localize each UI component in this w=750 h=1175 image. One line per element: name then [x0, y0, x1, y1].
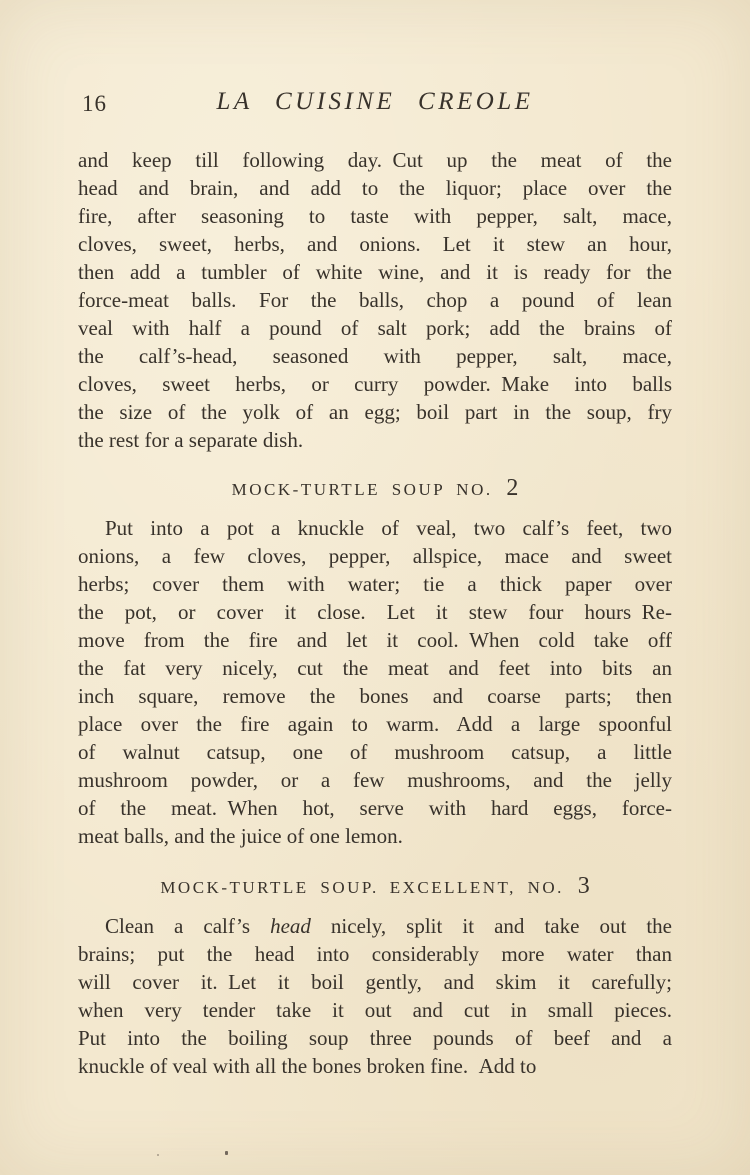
heading-label: MOCK-TURTLE SOUP NO. — [231, 480, 493, 499]
text-line: the rest for a separate dish. — [78, 428, 304, 452]
text-line: fire, after seasoning to taste with pepper, salt, mace, — [78, 204, 672, 228]
text-line: cloves, sweet, herbs, and onions. Let it stew an hour, — [78, 232, 672, 256]
text-line: of the meat. When hot, serve with hard eggs, force- — [78, 796, 672, 820]
text-line: then add a tumbler of white wine, and it is ready for the — [78, 260, 672, 284]
paragraph-recipe-no3 — [78, 912, 672, 1080]
text-line: the fat very nicely, cut the meat and feet into bits an — [78, 656, 672, 680]
text-line: will cover it. Let it boil gently, and skim it carefully; — [78, 970, 672, 994]
text-line: veal with half a pound of salt pork; add the brains of — [78, 316, 672, 340]
book-title: LA CUISINE CREOLE — [216, 88, 534, 115]
text-line: inch square, remove the bones and coarse parts; then — [78, 684, 672, 708]
text-line: and keep till following day. Cut up the meat of the — [78, 148, 672, 172]
heading-number: 2 — [506, 475, 519, 501]
text-line: move from the fire and let it cool. When cold take off — [78, 628, 672, 652]
text-line: meat balls, and the juice of one lemon. — [78, 824, 403, 848]
text-line: mushroom powder, or a few mushrooms, and the jelly — [78, 768, 672, 792]
text-segment: Clean a calf’s — [105, 914, 271, 938]
ink-speck — [225, 1151, 228, 1155]
text-line: place over the fire again to warm. Add a large spoonful — [78, 712, 672, 736]
heading-number: 3 — [577, 873, 590, 899]
text-line: the size of the yolk of an egg; boil part in the soup, fry — [78, 400, 672, 424]
recipe-heading-mock-turtle-no3 — [78, 872, 672, 902]
text-line: onions, a few cloves, pepper, allspice, mace and sweet — [78, 544, 672, 568]
text-line: knuckle of veal with all the bones broken fine. Add to — [78, 1054, 537, 1078]
text-line — [78, 912, 672, 940]
recipe-heading-mock-turtle-no2 — [78, 474, 672, 504]
text-line: herbs; cover them with water; tie a thick paper over — [78, 572, 672, 596]
text-line: head and brain, and add to the liquor; place over the — [78, 176, 672, 200]
text-line: Put into the boiling soup three pounds of beef and a — [78, 1026, 672, 1050]
text-line: Put into a pot a knuckle of veal, two calf’s feet, two — [105, 516, 672, 540]
text-line: the calf’s-head, seasoned with pepper, salt, mace, — [78, 344, 672, 368]
text-line: the pot, or cover it close. Let it stew four hours Re- — [78, 600, 672, 624]
text-segment: nicely, split it and take out the — [310, 914, 672, 938]
paragraph-continuation — [78, 146, 672, 454]
page-number: 16 — [82, 91, 107, 116]
page-body — [78, 146, 672, 1080]
heading-label: MOCK-TURTLE SOUP. EXCELLENT, NO. — [160, 878, 564, 897]
text-line: cloves, sweet herbs, or curry powder. Make into balls — [78, 372, 672, 396]
text-line: force-meat balls. For the balls, chop a pound of lean — [78, 288, 672, 312]
text-line: when very tender take it out and cut in small pieces. — [78, 998, 672, 1022]
page-header — [78, 88, 672, 122]
text-line: brains; put the head into considerably more water than — [78, 942, 672, 966]
text-line: of walnut catsup, one of mushroom catsup, a little — [78, 740, 672, 764]
ink-speck — [157, 1154, 159, 1156]
italic-term: head — [270, 914, 311, 938]
paragraph-recipe-no2 — [78, 514, 672, 850]
